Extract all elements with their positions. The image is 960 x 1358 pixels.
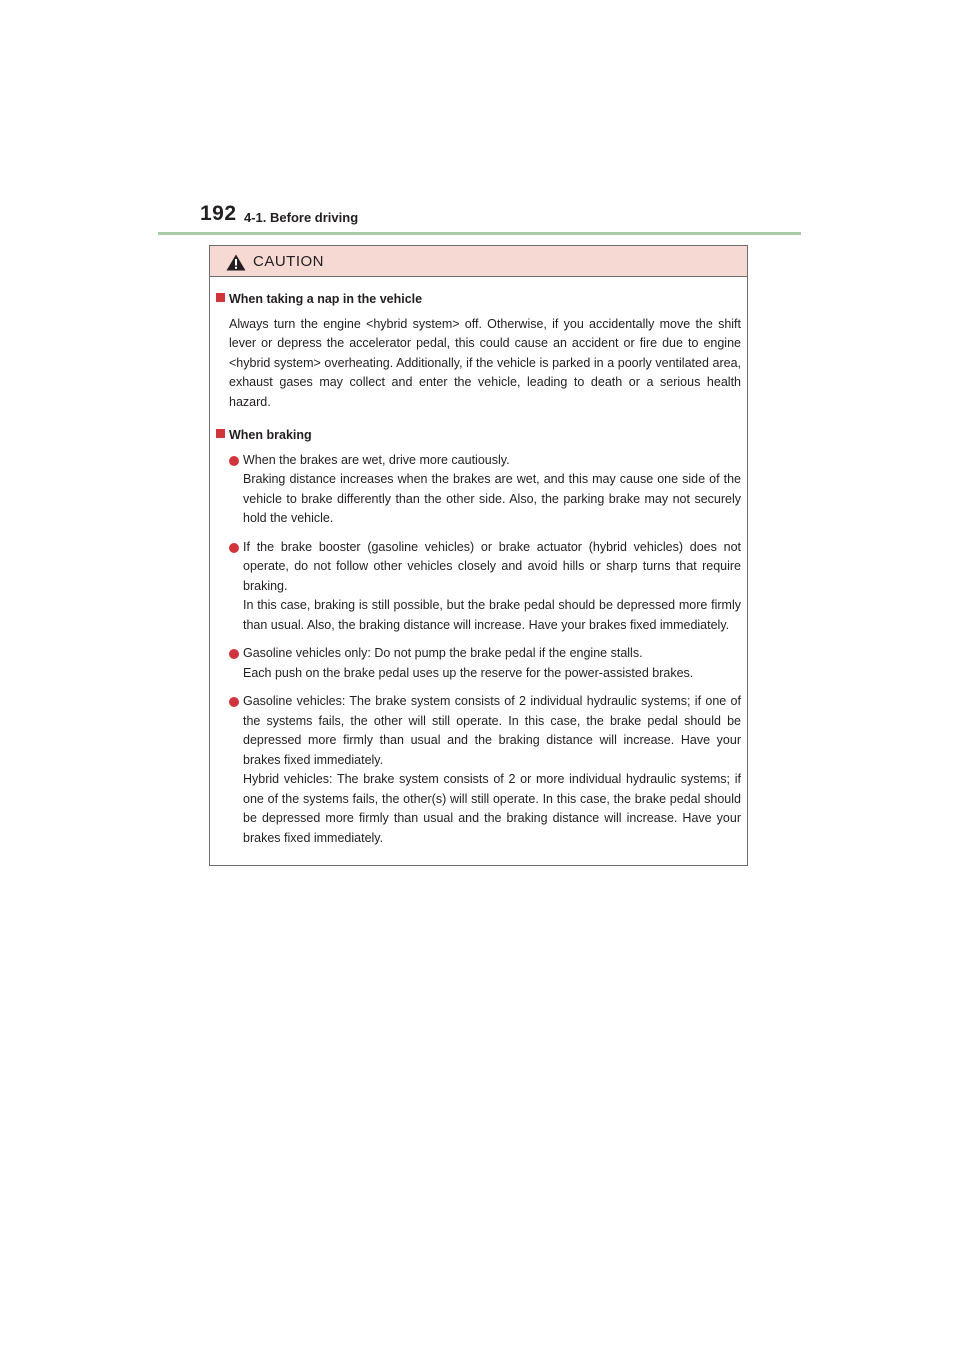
section-nap	[216, 290, 741, 412]
caution-label: CAUTION	[253, 253, 324, 270]
bullet-line: Hybrid vehicles: The brake system consists of 2 or more individual hydraulic systems; if one of the systems fails, the other(s) will still operate. In this case, the brake pedal should be depressed more firmly than usual and the braking distance will increase. Have your brakes fixed immediately.	[243, 772, 741, 845]
list-item	[216, 644, 741, 683]
section-heading-text: When taking a nap in the vehicle	[229, 292, 423, 306]
section-braking	[216, 426, 741, 848]
square-bullet-icon	[216, 429, 225, 438]
caution-header	[210, 246, 747, 277]
section-title: 4-1. Before driving	[244, 210, 359, 225]
caution-box	[209, 245, 748, 866]
bullet-list	[216, 451, 741, 849]
list-item	[216, 451, 741, 529]
circle-bullet-icon	[229, 456, 239, 466]
circle-bullet-icon	[229, 543, 239, 553]
circle-bullet-icon	[229, 649, 239, 659]
header-divider	[158, 232, 801, 235]
bullet-line: Each push on the brake pedal uses up the reserve for the power-assisted brakes.	[243, 665, 694, 680]
page-header	[200, 200, 800, 234]
list-item	[216, 538, 741, 636]
bullet-line: Braking distance increases when the brakes are wet, and this may cause one side of the vehicle to brake differently than the other side. Also, the parking brake may not securely hold the vehicle.	[243, 472, 741, 525]
section-paragraph: Always turn the engine <hybrid system> off. Otherwise, if you accidentally move the shift lever or depress the accelerator pedal, this could cause an accident or fire due to engine <hybrid system> overheating. Additionally, if the vehicle is parked in a poorly ventilated area, exhaust gases may collect and enter the vehicle, leading to death or a serious health hazard.	[229, 316, 741, 409]
bullet-line: In this case, braking is still possible, but the brake pedal should be depressed more firmly than usual. Also, the braking distance will increase. Have your brakes fixed immediately.	[243, 598, 741, 632]
bullet-line: If the brake booster (gasoline vehicles) or brake actuator (hybrid vehicles) does not operate, do not follow other vehicles closely and avoid hills or sharp turns that require braking.	[243, 539, 741, 593]
bullet-line: When the brakes are wet, drive more cautiously.	[243, 452, 510, 467]
square-bullet-icon	[216, 293, 225, 302]
section-heading-text: When braking	[229, 428, 312, 442]
list-item	[216, 692, 741, 848]
warning-triangle-icon	[226, 254, 246, 271]
page-number: 192	[200, 202, 237, 225]
section-heading	[216, 426, 741, 446]
bullet-line: Gasoline vehicles: The brake system consists of 2 individual hydraulic systems; if one of the systems fails, the other will still operate. In this case, the brake pedal should be depressed more firmly than usual and the braking distance will increase. Have your brakes fixed immediately.	[243, 694, 741, 767]
caution-body	[210, 277, 747, 848]
section-heading	[216, 290, 741, 310]
circle-bullet-icon	[229, 697, 239, 707]
bullet-line: Gasoline vehicles only: Do not pump the brake pedal if the engine stalls.	[243, 646, 643, 660]
